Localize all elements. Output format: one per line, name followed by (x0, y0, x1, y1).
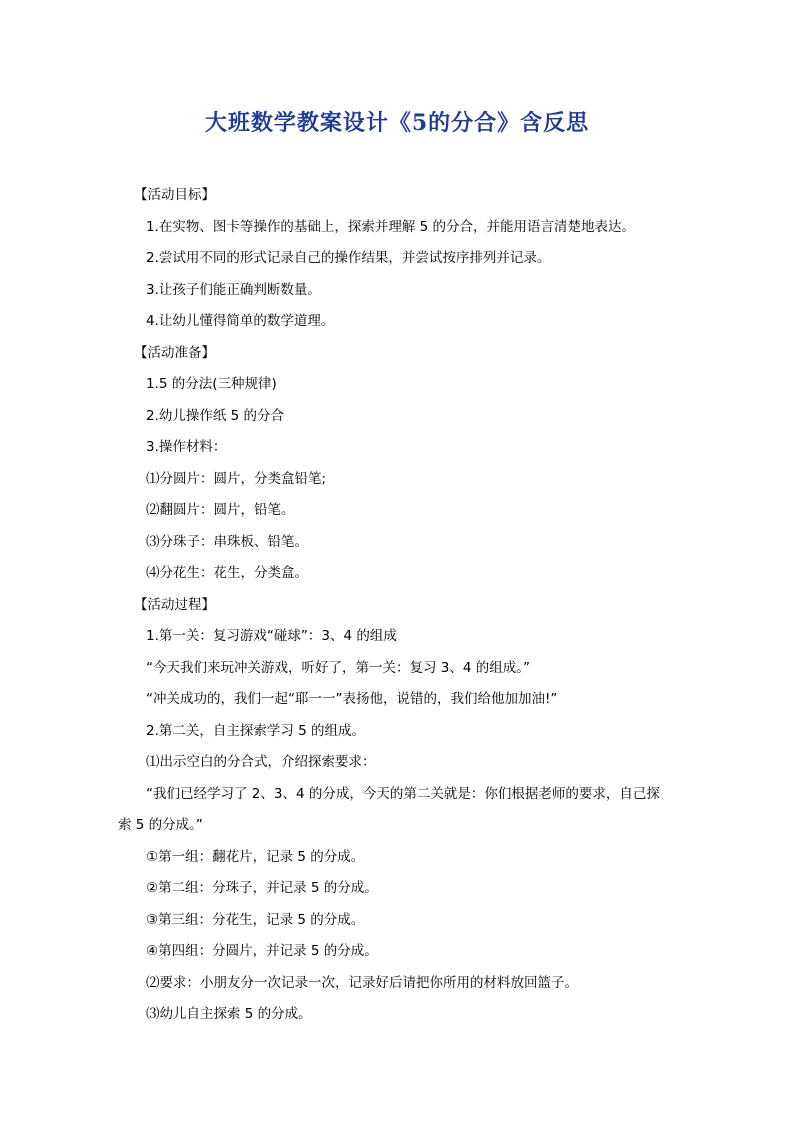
section-heading: 【活动过程】 (134, 596, 215, 613)
list-item: 4.让幼儿懂得简单的数学道理。 (146, 313, 335, 329)
list-item: ⑷分花生：花生，分类盒。 (146, 565, 308, 581)
section-heading: 【活动准备】 (134, 344, 215, 361)
section-heading: 【活动目标】 (134, 187, 215, 203)
list-item: ⑴分圆片：圆片，分类盒铅笔; (146, 470, 327, 487)
list-item: 1.第一关：复习游戏“碰球”：3、4 的组成 (146, 628, 397, 644)
document-body (118, 180, 678, 1031)
paragraph-line: “冲关成功的，我们一起“耶一一”表扬他，说错的，我们给他加加油!” (146, 691, 558, 707)
paragraph-line: ④第四组：分圆片，并记录 5 的分成。 (146, 943, 378, 959)
list-item: 2.尝试用不同的形式记录自己的操作结果，并尝试按序排列并记录。 (146, 250, 551, 266)
paragraph-line: “我们已经学习了 2、3、4 的分成，今天的第二关就是：你们根据老师的要求，自己探 (146, 785, 660, 802)
paragraph-line: “今天我们来玩冲关游戏，听好了，第一关：复习 3、4 的组成。” (146, 659, 530, 676)
document-title: 大班数学教案设计《5的分合》含反思 (204, 110, 590, 136)
paragraph-line: ①第一组：翻花片，记录 5 的分成。 (146, 848, 365, 865)
list-item: 1.在实物、图卡等操作的基础上，探索并理解 5 的分合，并能用语言清楚地表达。 (146, 218, 636, 235)
list-item: 3.让孩子们能正确判断数量。 (146, 281, 321, 298)
list-item: ⑵翻圆片：圆片，铅笔。 (146, 502, 295, 518)
paragraph-line: ③第三组：分花生，记录 5 的分成。 (146, 911, 365, 928)
paragraph-line: ⑶幼儿自主探索 5 的分成。 (146, 1006, 312, 1022)
list-item: 2.幼儿操作纸 5 的分合 (146, 407, 285, 424)
paragraph-line: ⑵要求：小朋友分一次记录一次，记录好后请把你所用的材料放回篮子。 (146, 974, 578, 991)
paragraph-line: ⑴出示空白的分合式，介绍探索要求： (146, 754, 376, 770)
paragraph-line-continued: 索 5 的分成。” (118, 817, 203, 833)
list-item: 2.第二关，自主探索学习 5 的组成。 (146, 722, 366, 739)
paragraph-line: ②第二组：分珠子，并记录 5 的分成。 (146, 880, 378, 896)
list-item: ⑶分珠子：串珠板、铅笔。 (146, 533, 308, 550)
list-item: 3.操作材料： (146, 439, 227, 455)
list-item: 1.5 的分法(三种规律) (146, 376, 277, 392)
